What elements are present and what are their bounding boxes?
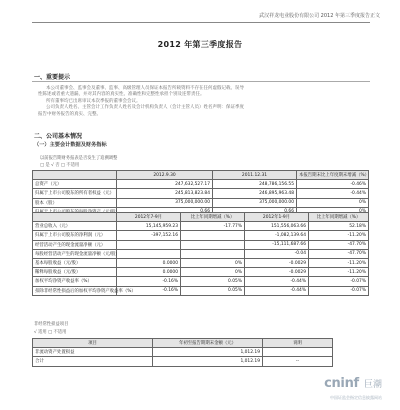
nonrecurring-table (32, 338, 333, 367)
table-cell: -11.20% (309, 268, 369, 277)
table-cell: 扣除非经常性损益后的加权平均净资产收益率（%） (33, 286, 117, 295)
table-cell: 0.05% (181, 286, 245, 295)
table-header-cell: 2011.12.31 (213, 171, 297, 180)
notice-paragraph (38, 86, 244, 118)
table-cell: 248,786,156.55 (213, 180, 297, 189)
table-cell: -397,152.16 (117, 231, 181, 240)
table-row (33, 258, 369, 267)
table-header-cell: 说明 (263, 339, 333, 348)
table-cell: 0% (181, 258, 245, 267)
table-cell: -0.0029 (245, 268, 309, 277)
section-heading-1: 一、重要提示 (34, 74, 71, 81)
logo-chinese: 巨潮 (363, 380, 382, 390)
table-cell: 0.05% (181, 277, 245, 286)
table-header-row (33, 213, 369, 222)
table-cell: 加权平均净资产收益率（%） (33, 277, 117, 286)
section-rule (32, 81, 370, 82)
notice-line: 公司负责人姓名、主管会计工作负责人姓名及会计机构负责人（会计主管人员）姓名声明：保证季度 (46, 105, 244, 111)
table-cell: -0.04 (245, 249, 309, 258)
table-header-row (33, 339, 333, 348)
table-cell: 非流动资产处置损益 (33, 348, 153, 357)
table-cell: 总资产（元） (33, 180, 117, 189)
income-table (32, 212, 369, 296)
table-row (33, 286, 369, 295)
table-row (33, 357, 333, 366)
table-cell: -0.44% (245, 286, 309, 295)
table-cell: 246,895,963.48 (213, 189, 297, 198)
notice-line: 报告中财务报告的真实、完整。 (38, 111, 101, 117)
table-cell: -0.0029 (245, 258, 309, 267)
table-row (33, 222, 369, 231)
table-cell: 15,145,959.23 (117, 222, 181, 231)
table-header-cell: 年初至报告期期末金额（元） (153, 339, 263, 348)
table-header-cell: 项目 (33, 339, 153, 348)
table-header-cell (33, 171, 117, 180)
page-title: 2012 年第三季度报告 (157, 40, 243, 49)
table-row (33, 277, 369, 286)
table-header-cell: 2012年7-9月 (117, 213, 181, 222)
table-cell: 合计 (33, 357, 153, 366)
table-cell: 每股经营活动产生的现金流量净额（元/股） (33, 249, 117, 258)
table-row (33, 268, 369, 277)
table-cell: -11.20% (309, 258, 369, 267)
balance-table (32, 170, 369, 217)
table-header-cell: 2012年1-9月 (245, 213, 309, 222)
table-row (33, 189, 369, 198)
table-header-cell: 本报告期末比上年度期末增减（%） (297, 171, 369, 180)
table-cell (117, 240, 181, 249)
table-row (33, 180, 369, 189)
table-row (33, 231, 369, 240)
table-cell: 股本（股） (33, 198, 117, 207)
table-cell: 0% (181, 268, 245, 277)
table-cell: 归属于上市公司股东的净利润（元） (33, 231, 117, 240)
nonrecurring-options: √ 适用 □ 不适用 (34, 330, 67, 335)
table-cell: -15,111,687.66 (245, 240, 309, 249)
logo-wordmark: cninf (324, 376, 359, 391)
table-cell: 稀释每股收益（元/股） (33, 268, 117, 277)
table-row (33, 198, 369, 207)
table-cell (263, 348, 333, 357)
table-cell: -0.16% (117, 286, 181, 295)
table-cell: 归属于上市公司股东的所有者权益（元） (33, 189, 117, 198)
table-header-cell: 2012.9.30 (117, 171, 213, 180)
table-header-cell: 比上年同期增减（%） (309, 213, 369, 222)
notice-line: 本公司董事会、监事会及董事、监事、高级管理人员保证本报告所载资料不存在任何虚假记载、误导 (46, 86, 244, 91)
table-cell: 375,000,000.00 (213, 198, 297, 207)
table-cell: 1,012.19 (153, 348, 263, 357)
table-cell: -1,082,139.64 (245, 231, 309, 240)
table-cell (181, 240, 245, 249)
table-header-row (33, 171, 369, 180)
table-row (33, 249, 369, 258)
table-cell: 基本每股收益（元/股） (33, 258, 117, 267)
table-cell: 1,012.19 (153, 357, 263, 366)
notice-line: 所有董事均已出席审议本次季报的董事会会议。 (46, 98, 141, 104)
cninf-logo (324, 372, 382, 391)
table-cell: 营业总收入（元） (33, 222, 117, 231)
table-cell: 0.0000 (117, 268, 181, 277)
notice-line: 性陈述或者重大遗漏，并对其内容的真实性、准确性和完整性承担个别及连带责任。 (38, 92, 205, 98)
table-cell: 经营活动产生的现金流量净额（元） (33, 240, 117, 249)
table-cell: -0.44% (245, 277, 309, 286)
table-row (33, 240, 369, 249)
section-heading-2: 二、公司基本情况 (34, 133, 83, 140)
table-cell: -47.70% (309, 240, 369, 249)
table-cell: -47.70% (309, 249, 369, 258)
table-cell: -0.44% (297, 189, 369, 198)
table-cell: 151,556,063.66 (245, 222, 309, 231)
table-cell: -- (263, 357, 333, 366)
table-cell: 245,813,823.84 (117, 189, 213, 198)
header-rule (32, 22, 370, 23)
table-cell: 375,000,000.00 (117, 198, 213, 207)
nonrecurring-note: 非经常性损益项目 (34, 322, 69, 327)
table-cell: 0% (297, 198, 369, 207)
table-cell: -0.07% (309, 277, 369, 286)
table-cell: -0.46% (297, 180, 369, 189)
table-cell (117, 249, 181, 258)
table-cell: -11.20% (309, 231, 369, 240)
table-cell: -0.16% (117, 277, 181, 286)
logo-subtitle: 中国证监会指定信息披露网站 (330, 395, 382, 400)
table-cell: 0.0000 (117, 258, 181, 267)
table-cell (181, 231, 245, 240)
table-cell: 52.18% (309, 222, 369, 231)
table-cell (181, 249, 245, 258)
table-cell: -17.77% (181, 222, 245, 231)
subsection-heading: （一）主要会计数据及财务指标 (34, 142, 107, 148)
adjustment-note: 以前报告期财务报表是否发生了追溯调整 (40, 156, 118, 161)
table-header-cell: 比上年同期增减（%） (181, 213, 245, 222)
table-row (33, 348, 333, 357)
running-header: 武汉祥龙电业股份有限公司 2012 年第三季度报告正文 (259, 13, 380, 19)
adjustment-options: □ 是 √ 否 □ 不适用 (40, 163, 80, 168)
table-cell: 247,632,527.17 (117, 180, 213, 189)
table-cell: -0.07% (309, 286, 369, 295)
table-header-cell (33, 213, 117, 222)
